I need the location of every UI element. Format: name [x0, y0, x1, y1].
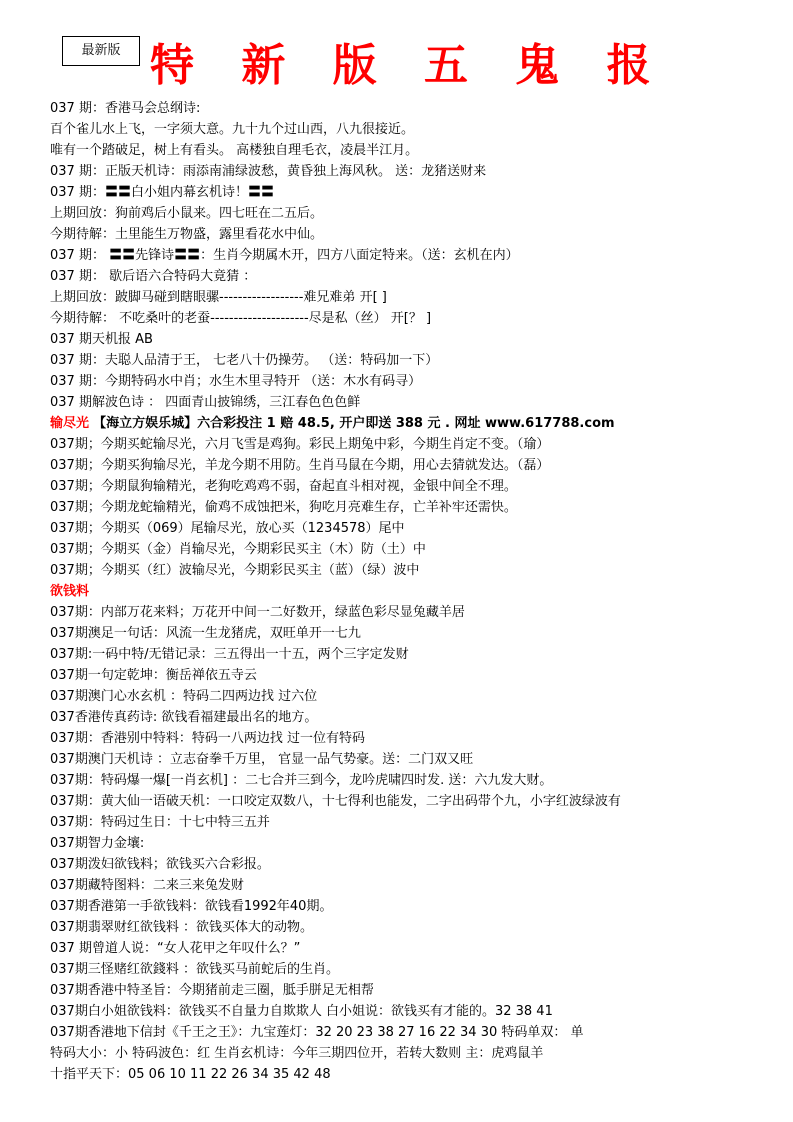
text-line: 037期澳足一句话：风流一生龙猪虎，双旺单开一七九 — [50, 626, 361, 641]
text-line: 037 期：今期特码水中肖；水生木里寻特开 （送：木水有码寻） — [50, 374, 422, 389]
text-line: 特码大小：小 特码波色：红 生肖玄机诗：今年三期四位开，若转大数则 主：虎鸡鼠羊 — [50, 1046, 544, 1061]
text-line: 037期；今期买蛇输尽光，六月飞雪是鸡狗。彩民上期兔中彩，今期生肖定不变。（瑜） — [50, 437, 550, 452]
text-line: 037 期解波色诗 ： 四面青山披锦绣，三江春色色色鲜 — [50, 395, 361, 410]
section-heading-yuqianliao: 欲钱料 — [50, 584, 90, 599]
middle-section — [50, 434, 790, 581]
text-line: 037期：特码爆一爆[一肖玄机] ：二七合并三到今，龙吟虎啸四时发. 送：六九发大财。 — [50, 773, 553, 788]
text-line: 037期澳门心水玄机 ：特码二四两边找 过六位 — [50, 689, 318, 704]
top-section — [50, 98, 790, 413]
text-line: 037香港传真药诗: 欲钱看福建最出名的地方。 — [50, 710, 318, 725]
text-line: 037期；今期买狗输尽光，羊龙今期不用防。生肖马鼠在今期，用心去猜就发达。（磊） — [50, 458, 550, 473]
text-line: 037期藏特图料：二来三来兔发财 — [50, 878, 244, 893]
section-heading-row — [50, 413, 790, 434]
text-line: 037期：黄大仙一语破天机：一口咬定双数八，十七得利也能发，二字出码带个九，小字红波绿波有 — [50, 794, 621, 809]
text-line: 037 期：正版天机诗：雨添南浦绿波愁，黄昏独上海风秋。 送：龙猪送财来 — [50, 164, 487, 179]
text-line: 百个雀儿水上飞，一字须大意。九十九个过山西，八九很接近。 — [50, 122, 415, 137]
text-line: 037期:一码中特/无错记录：三五得出一十五，两个三字定发财 — [50, 647, 409, 662]
text-line: 037期三怪赌红欲錢料 ：欲钱买马前蛇后的生肖。 — [50, 962, 339, 977]
text-line: 上期回放：跛脚马碰到瞎眼骡------------------难兄难弟 开[ ] — [50, 290, 387, 305]
text-line: 037 期：〓〓白小姐内幕玄机诗！〓〓 — [50, 185, 274, 200]
text-line: 037期香港地下信封《千王之王》：九宝莲灯：32 20 23 38 27 16 22 34 30 特码单双： 单 — [50, 1025, 584, 1040]
edition-badge: 最新版 — [62, 36, 140, 66]
text-line: 037 期天机报 AB — [50, 332, 153, 347]
text-line: 今期待解： 不吃桑叶的老蚕---------------------尽是私（丝） 开[？ ] — [50, 311, 432, 326]
text-line: 037期：特码过生日：十七中特三五并 — [50, 815, 270, 830]
text-line: 上期回放：狗前鸡后小鼠来。四七旺在二五后。 — [50, 206, 324, 221]
text-line: 037 期： 〓〓先锋诗〓〓：生肖今期属木开，四方八面定特来。（送：玄机在内） — [50, 248, 519, 263]
text-line: 037 期：香港马会总纲诗: — [50, 101, 201, 116]
text-line: 今期待解：土里能生万物盛，露里看花水中仙。 — [50, 227, 324, 242]
text-line: 037期香港中特圣旨：今期猪前走三圈，胝手胼足无相帮 — [50, 983, 374, 998]
text-line: 唯有一个踏破足，树上有看头。 高楼独自理毛衣，凌晨半江月。 — [50, 143, 419, 158]
text-line: 037期：内部万花来料；万花开中间一二好数开，绿蓝色彩尽显兔藏羊居 — [50, 605, 465, 620]
text-line: 037期翡翠财红欲钱料 ：欲钱买体大的动物。 — [50, 920, 313, 935]
text-line: 037 期曾道人说：“女人花甲之年叹什么？” — [50, 941, 301, 956]
text-line: 037期；今期买（红）波输尽光，今期彩民买主（蓝）（绿）波中 — [50, 563, 420, 578]
page-title: 特 新 版 五 鬼 报 — [150, 40, 667, 91]
text-line: 037期泼妇欲钱料；欲钱买六合彩报。 — [50, 857, 270, 872]
text-line: 037期澳门天机诗 ：立志奋拳千万里， 官显一品气势豪。送：二门双又旺 — [50, 752, 474, 767]
text-line: 037 期： 歇后语六合特码大竟猜 ： — [50, 269, 257, 284]
text-line: 037期；今期龙蛇输精光，偷鸡不成蚀把米，狗吃月亮难生存，亡羊补牢还需快。 — [50, 500, 517, 515]
text-line: 037期香港第一手欲钱料：欲钱看1992年40期。 — [50, 899, 333, 914]
text-line: 037期；今期鼠狗输精光，老狗吃鸡鸡不弱，奋起直斗相对视，金银中间全不理。 — [50, 479, 517, 494]
text-line: 037期白小姐欲钱料：欲钱买不自量力自欺欺人 白小姐说：欲钱买有才能的。32 38 41 — [50, 1004, 553, 1019]
text-line: 037期：香港别中特料：特码一八两边找 过一位有特码 — [50, 731, 365, 746]
text-line: 037 期：夫聪人品清于王， 七老八十仍操劳。 （送：特码加一下） — [50, 353, 439, 368]
advertisement-text: 【海立方娱乐城】六合彩投注 1 赔 48.5, 开户即送 388 元 . 网址 www.617788.com — [93, 416, 615, 431]
text-line: 037期；今期买（069）尾输尽光，放心买（1234578）尾中 — [50, 521, 405, 536]
text-line: 037期智力金壤: — [50, 836, 145, 851]
text-line: 037期一句定乾坤：衡岳禅依五寺云 — [50, 668, 257, 683]
bottom-section — [50, 602, 790, 1085]
text-line: 037期；今期买（金）肖输尽光，今期彩民买主（木）防（土）中 — [50, 542, 426, 557]
content-body — [50, 98, 790, 1085]
section-heading-shujinguang: 输尽光 — [50, 416, 90, 431]
text-line: 十指平天下：05 06 10 11 22 26 34 35 42 48 — [50, 1067, 331, 1082]
section-heading-row — [50, 581, 790, 602]
